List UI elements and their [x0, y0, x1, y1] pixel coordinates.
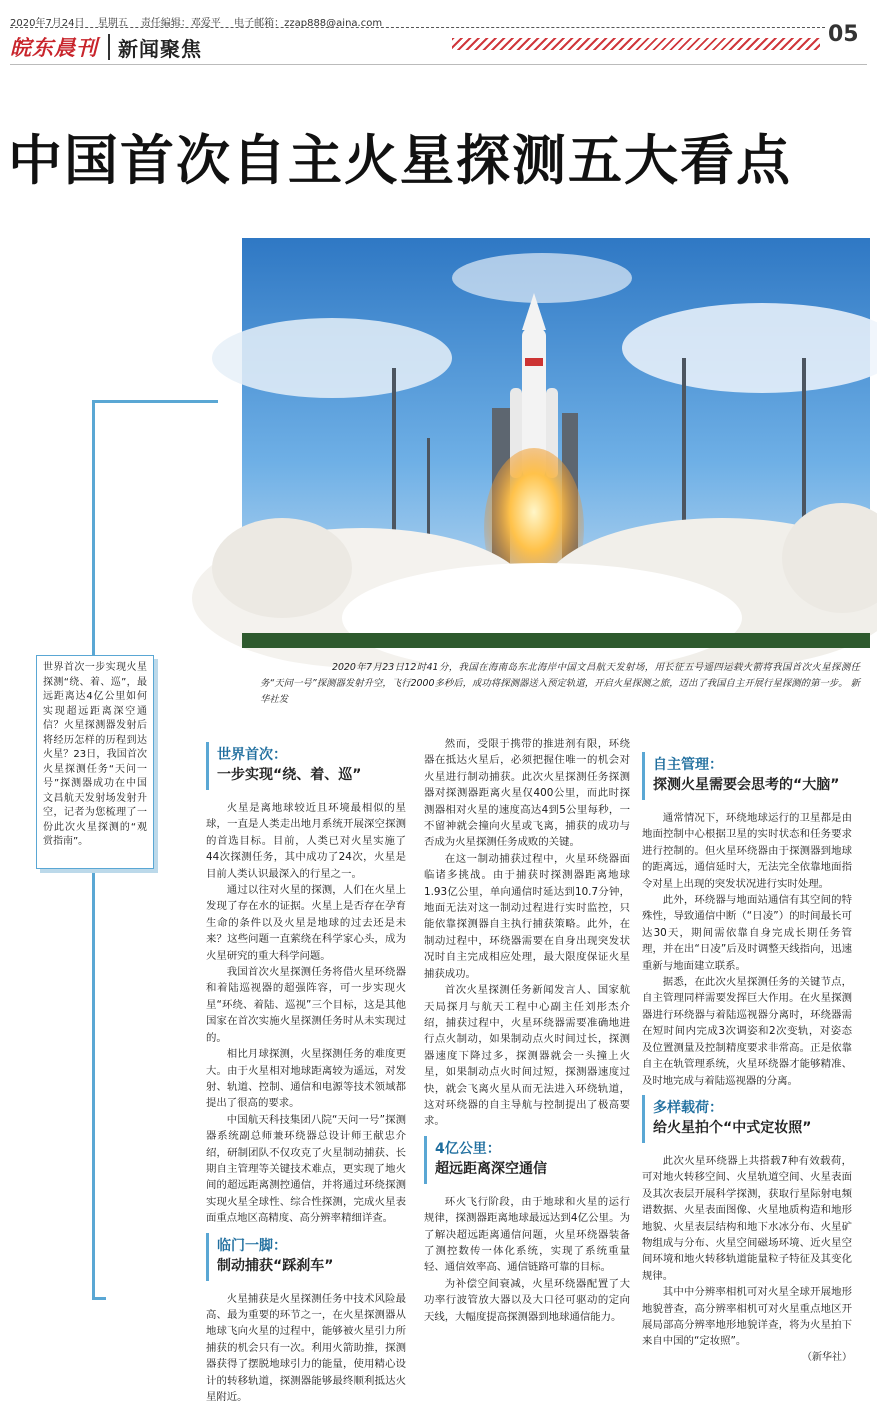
section-heading [206, 742, 406, 790]
section-title: 给火星拍个“中式定妆照” [653, 1119, 812, 1136]
section-kicker: 4亿公里： [435, 1140, 501, 1157]
paragraph: 通常情况下，环绕地球运行的卫星都是由地面控制中心根据卫星的实时状态和任务要求进行控制的。但火星环绕器由于探测器到地球的距离远，通信延时大，无法完全依靠地面指令对星上出现的突发状况进行实时处理。 [642, 812, 852, 890]
section-title: 探测火星需要会思考的“大脑” [653, 777, 840, 793]
article-column-3 [642, 746, 852, 1366]
issue-date: 2020年7月24日 [10, 18, 85, 29]
paragraph: 中国航天科技集团八院“天问一号”探测器系统副总师兼环绕器总设计师王献忠介绍，研制团队不仅攻克了火星制动捕获、长期自主管理等关键技术难点，更实现了地火间的超远距离测控通信，并将通过环绕探测实现火星全球性、综合性探测，完成火星表面重点地区高精度、高分辨率精细详查。 [206, 1113, 406, 1225]
paragraph: 其中中分辨率相机可对火星全球开展地形地貌普查，高分辨率相机可对火星重点地区开展局部高分辨率地形地貌详查，将为火星拍下来自中国的“定妆照”。 [642, 1286, 852, 1348]
section-kicker: 多样载荷： [653, 1099, 723, 1116]
rocket-launch-photo [242, 238, 870, 648]
article-column-2 [424, 736, 630, 1325]
news-agency-credit: （新华社） [802, 1351, 852, 1363]
paragraph: 首次火星探测任务新闻发言人、国家航天局探月与航天工程中心副主任刘彤杰介绍，捕获过程中，火星环绕器需要准确地进行点火制动，如果制动点火时间过长，探测器速度下降过多，探测器就会一头撞上火星，如果制动点火时间过短，探测器速度过快，就会飞离火星从而无法进入环绕轨道，这对环绕器的自主导航与控制提出了极高要求。 [424, 984, 630, 1128]
intro-box: 世界首次一步实现火星探测“绕、着、巡”，最远距离达4亿公里如何实现超远距离深空通信？火星探测器发射后将经历怎样的历程到达火星？23日，我国首次火星探测任务“天问一号”探测器成功在中国文昌航天发射场发射升空，记者为您梳理了一份此次火星探测的“观赏指南”。 [36, 655, 154, 869]
headline: 中国首次自主火星探测五大看点 [8, 129, 792, 192]
decorative-bracket-cap [92, 1297, 106, 1300]
paragraph: 此外，环绕器与地面站通信有其空间的特殊性，导致通信中断（“日凌”）的时间最长可达30天，期间需依靠自身完成长期任务管理，并在出“日凌”后及时调整天线指向，迅速重新与地面建立联系。 [642, 894, 852, 972]
section-kicker: 自主管理： [653, 757, 723, 773]
header-rule [10, 64, 867, 65]
paragraph: 为补偿空间衰减，火星环绕器配置了大功率行波管放大器以及大口径可驱动的定向天线，大幅度提高探测器到地球通信能力。 [424, 1277, 630, 1323]
editor-credit: 责任编辑：邓爱平 [140, 18, 221, 29]
section-title: 一步实现“绕、着、巡” [217, 767, 362, 783]
section-heading [206, 1233, 406, 1281]
paragraph: 环火飞行阶段，由于地球和火星的运行规律，探测器距离地球最远达到4亿公里。为了解决超远距离通信问题，火星环绕器装备了测控数传一体化系统，实现了系统重量轻、通信效率高、通信链路可靠的目标。 [424, 1195, 630, 1274]
section-kicker: 世界首次： [217, 747, 287, 763]
section-title: 制动捕获“踩刹车” [217, 1257, 334, 1274]
page-number: 05 [828, 22, 859, 47]
newspaper-brand: 皖东晨刊 [10, 35, 98, 60]
paragraph: 火星捕获是火星探测任务中技术风险最高、最为重要的环节之一，在火星探测器从地球飞向火星的过程中，能够被火星引力所捕获的机会只有一次。利用火箭助推，探测器获得了摆脱地球引力的能量，使用精心设计的转移轨道，探测器能够最终顺利抵达火星附近。 [206, 1292, 406, 1403]
editor-email: 电子邮箱：zzap888@aina.com [234, 18, 383, 29]
section-heading [642, 1095, 852, 1143]
paragraph: 在这一制动捕获过程中，火星环绕器面临诸多挑战。由于捕获时探测器距离地球1.93亿公里，单向通信时延达到10.7分钟，地面无法对这一制动过程进行实时监控，只能依靠探测器自主执行捕获策略。此外，在制动过程中，环绕器需要在自身出现突发状况时自主完成相应处理，最大限度保证火星捕获成功。 [424, 852, 630, 980]
article-column-1 [206, 736, 406, 1405]
paragraph: 据悉，在此次火星探测任务的关键节点，自主管理同样需要发挥巨大作用。在火星探测器进行环绕器与着陆巡视器分离时，环绕器需在短时间内完成3次调姿和2次变轨，对姿态及位置测量及控制精度要求非常高。正是依靠自主在轨管理系统，火星环绕器才能够精准、及时地完成与着陆巡视器的分离。 [642, 976, 852, 1087]
issue-weekday: 星期五 [97, 18, 128, 29]
paragraph: 通过以往对火星的探测，人们在火星上发现了存在水的证据。火星上是否存在孕育生命的条件以及火星是地球的过去还是未来？这些问题一直萦绕在科学家心头，成为火星研究的重大科学问题。 [206, 884, 406, 962]
paragraph: 此次火星环绕器上共搭载7种有效载荷，可对地火转移空间、火星轨道空间、火星表面及其次表层开展科学探测，获取行星际射电频谱数据、火星表面图像、火星地质构造和地形地貌、火星表层结构和地下水冰分布、火星矿物组成与分布、火星空间磁场环境、近火星空间环境和地火转移轨道能量粒子特征及其变化规律。 [642, 1154, 852, 1282]
masthead-divider [10, 27, 825, 28]
paragraph: 然而，受限于携带的推进剂有限，环绕器在抵达火星后，必须把握住唯一的机会对火星进行制动捕获。此次火星探测任务探测器对探测器距离火星仅400公里，而此时探测器相对火星的速度高达4到5公里每秒，一不留神就会撞向火星或飞离，捕获的成功与否成为火星探测任务成败的关键。 [424, 738, 630, 849]
section-kicker: 临门一脚： [217, 1237, 287, 1254]
paragraph: 我国首次火星探测任务将借火星环绕器和着陆巡视器的超强阵容，可一步实现火星“环绕、着陆、巡视”三个目标，这是其他国家在首次实施火星探测任务时从未实现过的。 [206, 966, 406, 1044]
paragraph: 相比月球探测，火星探测任务的难度更大。由于火星相对地球距离较为遥远，对发射、轨道、控制、通信和电源等技术领域都提出了很高的要求。 [206, 1048, 406, 1110]
section-title: 超远距离深空通信 [435, 1160, 547, 1177]
photo-caption: 2020年7月23日12时41分，我国在海南岛东北海岸中国文昌航天发射场，用长征五号遥四运载火箭将我国首次火星探测任务“天问一号”探测器发射升空，飞行2000多秒后，成功将探测器送入预定轨道，开启火星探测之旅，迈出了我国自主开展行星探测的第一步。 新华社发 [260, 662, 860, 705]
paragraph: 火星是离地球较近且环境最相似的星球，一直是人类走出地月系统开展深空探测的首选目标。目前，人类已对火星实施了44次探测任务，其中成功了24次，火星是目前人类认识最深入的行星之一。 [206, 802, 406, 880]
section-title: 新闻聚焦 [118, 37, 202, 61]
decorative-hatch-bar [452, 38, 820, 50]
section-heading [424, 1136, 630, 1184]
launch-illustration [242, 238, 870, 648]
brand-separator [108, 34, 110, 60]
section-heading [642, 752, 852, 800]
